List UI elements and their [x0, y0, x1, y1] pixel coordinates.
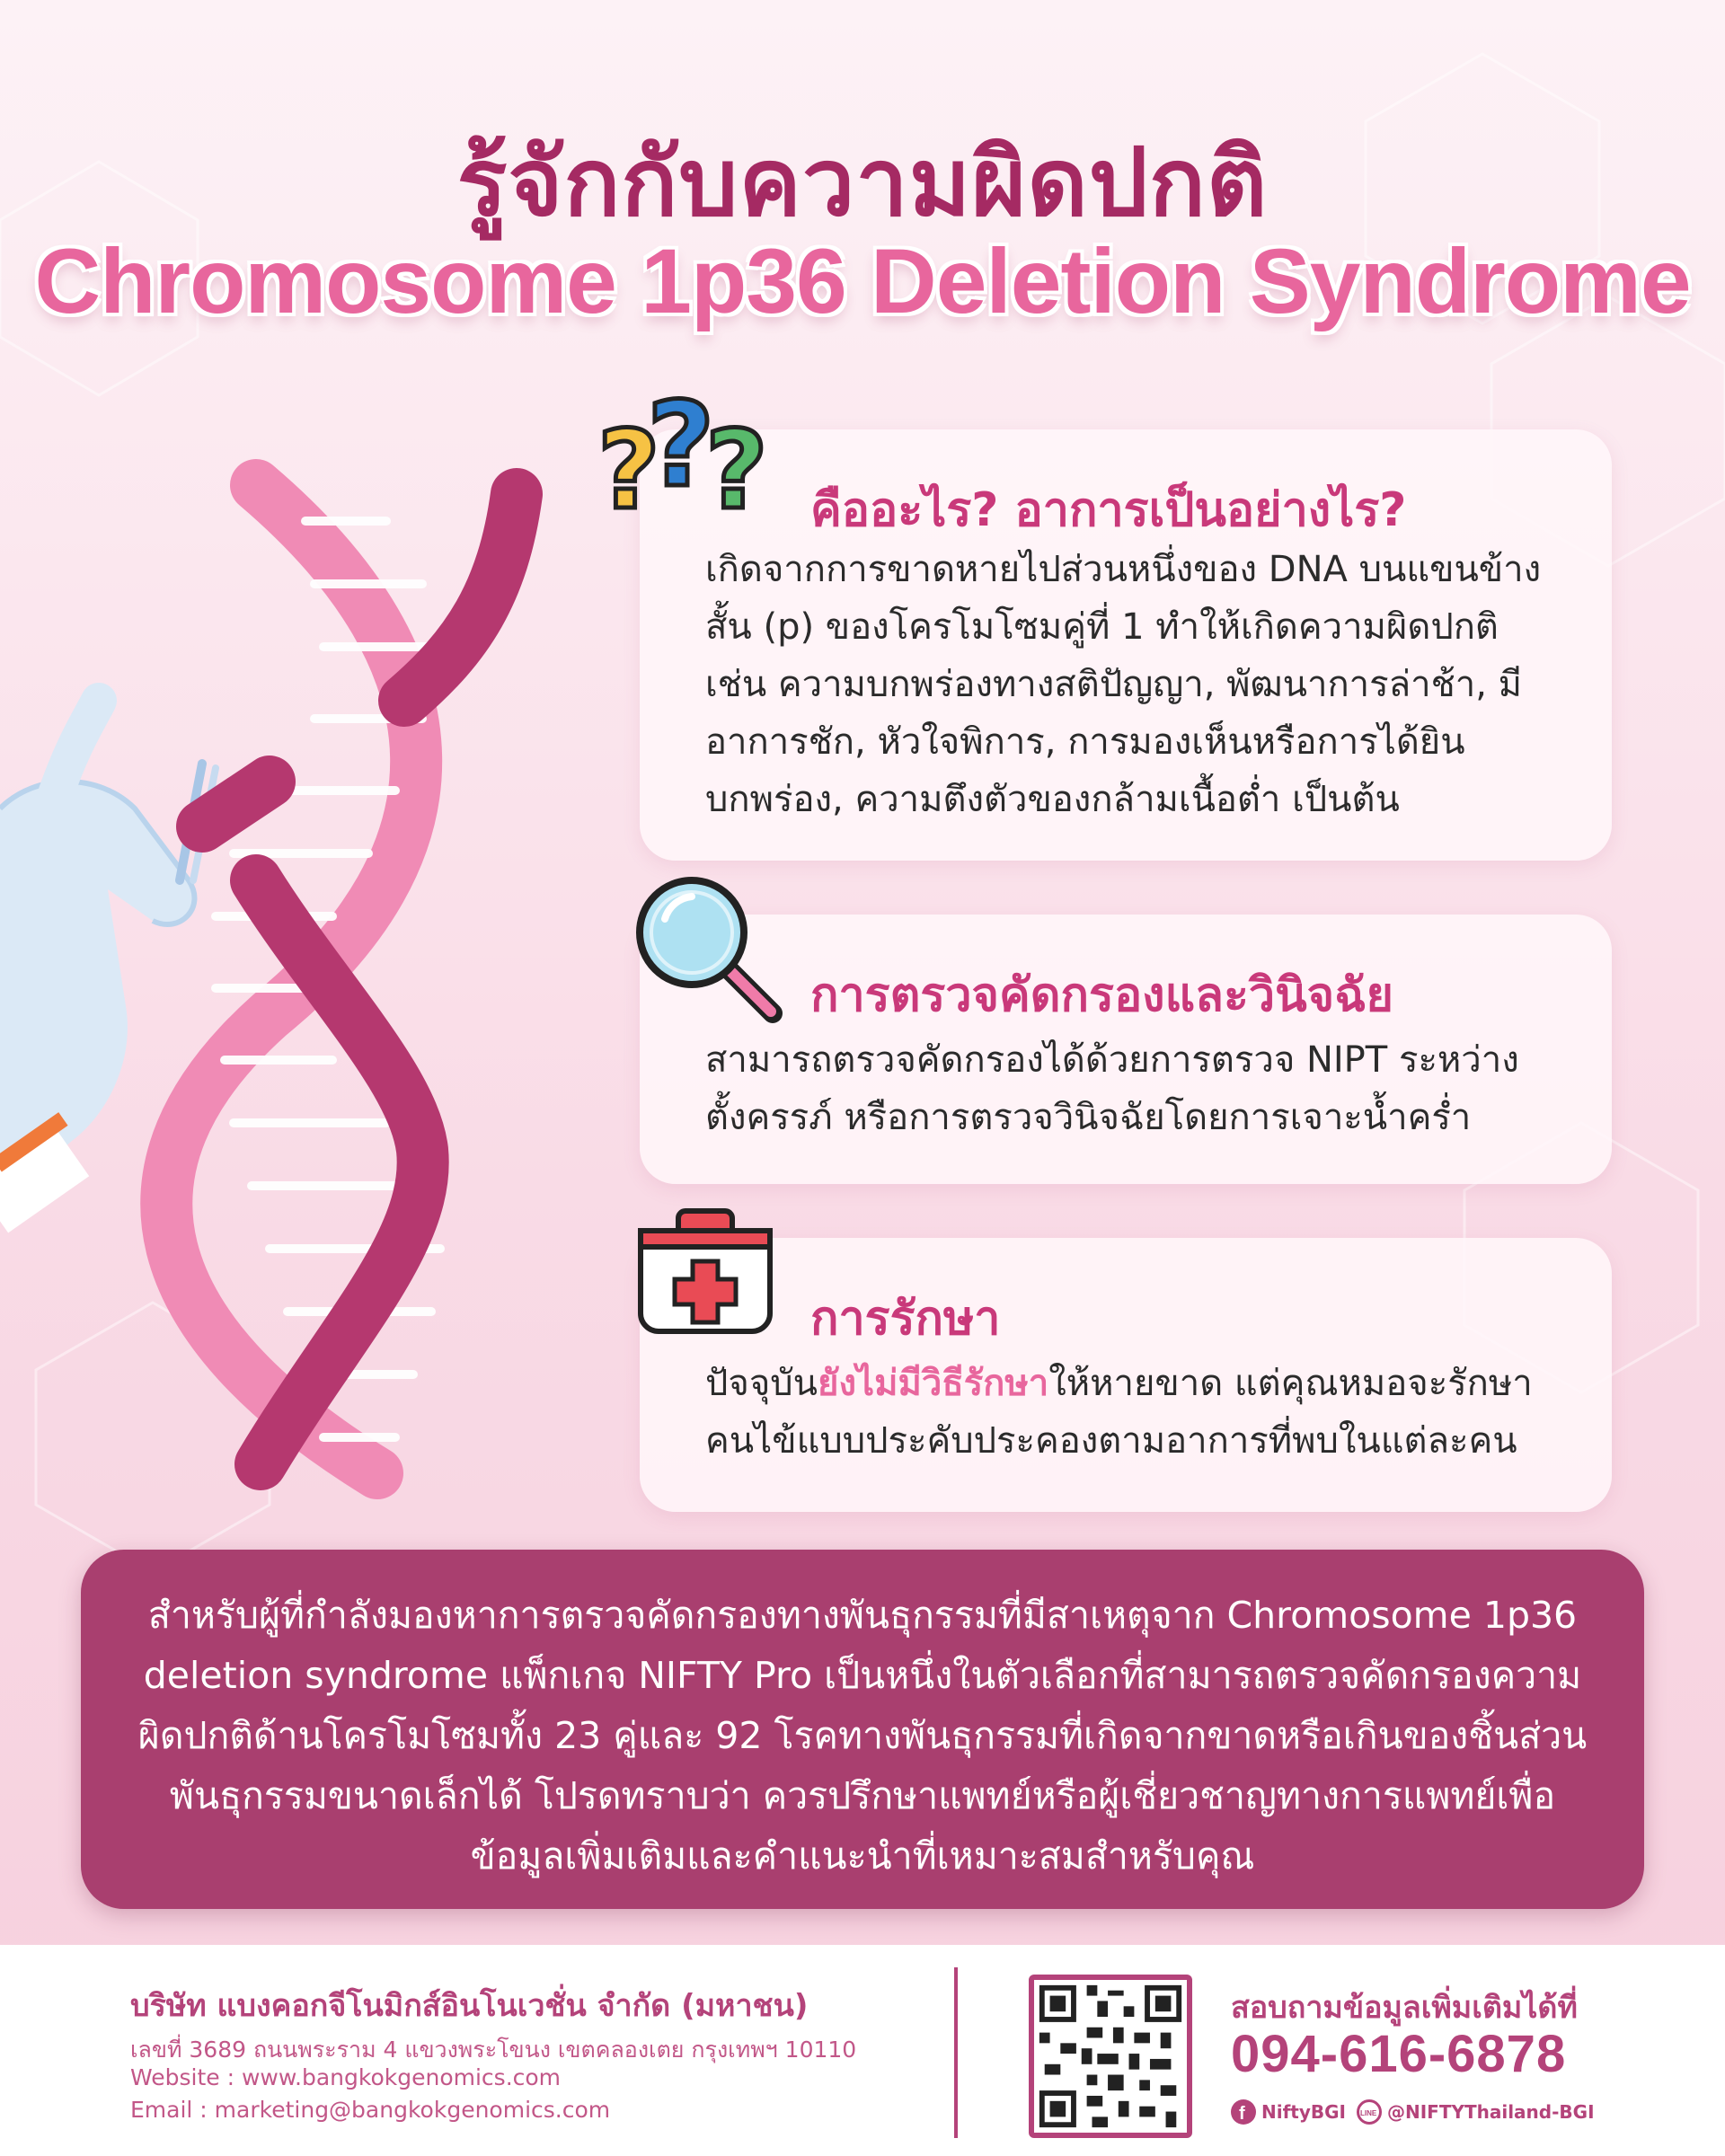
- company-website-link[interactable]: Website : www.bangkokgenomics.com: [130, 2064, 562, 2090]
- dna-illustration: [0, 431, 629, 1509]
- contact-label: สอบถามข้อมูลเพิ่มเติมได้ที่: [1231, 1990, 1578, 2026]
- section-title-treatment: การรักษา: [810, 1292, 1001, 1346]
- line-icon: [1357, 2099, 1382, 2125]
- treatment-highlight: ยังไม่มีวิธีรักษา: [818, 1363, 1049, 1404]
- company-name: บริษัท แบงคอกจีโนมิกส์อินโนเวชั่น จำกัด (มหาชน): [130, 1988, 809, 2024]
- section-body-treatment: [705, 1355, 1559, 1470]
- footer: [0, 1945, 1725, 2156]
- section-title-what-is-it: คืออะไร? อาการเป็นอย่างไร?: [810, 483, 1407, 537]
- section-body-what-is-it: เกิดจากการขาดหายไปส่วนหนึ่งของ DNA บนแขนข้าง สั้น (p) ของโครโมโซมคู่ที่ 1 ทำให้เกิดความผิดปกติ เช่น ความบกพร่องทางสติปัญญา, พัฒนาการล่าช้า, มีอาการชัก, หัวใจพิการ, การมองเห็นหรือการได้ยิน บกพร่อง, ความตึงตัวของกล้ามเนื้อต่ำ เป็นต้น: [705, 549, 1542, 820]
- svg-text:?: ?: [647, 382, 715, 513]
- treatment-text-pre: ปัจจุบัน: [705, 1363, 818, 1404]
- company-address: เลขที่ 3689 ถนนพระราม 4 แขวงพระโขนง เขตคลองเตย กรุงเทพฯ 10110: [130, 2037, 857, 2063]
- first-aid-kit-icon: [633, 1206, 777, 1340]
- page-title-thai: รู้จักกับความผิดปกติ: [456, 128, 1269, 237]
- company-email-link[interactable]: Email : marketing@bangkokgenomics.com: [130, 2097, 611, 2123]
- footer-divider: [954, 1967, 958, 2138]
- question-marks-icon: [588, 382, 791, 539]
- svg-text:f: f: [1239, 2104, 1245, 2124]
- facebook-handle: NiftyBGI: [1261, 2101, 1346, 2123]
- section-body-screening: สามารถตรวจคัดกรองได้ด้วยการตรวจ NIPT ระหว่าง ตั้งครรภ์ หรือการตรวจวินิจฉัยโดยการเจาะน้ำคร่ำ: [705, 1039, 1519, 1138]
- section-title-screening: การตรวจคัดกรองและวินิจฉัย: [810, 968, 1393, 1022]
- treatment-text-post: ให้หายขาด แต่คุณหมอจะรักษา คนไข้แบบประคับประคองตามอาการที่พบในแต่ละคน: [705, 1363, 1533, 1462]
- facebook-link[interactable]: [1231, 2099, 1346, 2125]
- banner-text: สำหรับผู้ที่กำลังมองหาการตรวจคัดกรองทางพันธุกรรมที่มีสาเหตุจาก Chromosome 1p36 deletion syndrome แพ็กเกจ NIFTY Pro เป็นหนึ่งในตัวเลือกที่สามารถตรวจคัดกรองความผิดปกติด้านโครโมโซมทั้ง 23 คู่และ 92 โรคทางพันธุกรรมที่เกิดจากขาดหรือเกินของชิ้นส่วนพันธุกรรมขนาดเล็กได้ โปรดทราบว่า ควรปรึกษาแพทย์หรือผู้เชี่ยวชาญทางการแพทย์เพื่อข้อมูลเพิ่มเติมและคำแนะนำที่เหมาะสมสำหรับคุณ: [137, 1594, 1588, 1878]
- svg-text:?: ?: [705, 409, 768, 534]
- nifty-pro-banner: [81, 1550, 1644, 1909]
- facebook-icon: [1231, 2099, 1256, 2125]
- svg-text:?: ?: [597, 409, 660, 534]
- qr-code-icon[interactable]: [1029, 1975, 1192, 2138]
- page-title-english: Chromosome 1p36 Deletion Syndrome: [34, 230, 1691, 332]
- magnifier-icon: [629, 870, 791, 1031]
- line-link[interactable]: [1357, 2099, 1595, 2125]
- svg-text:LINE: LINE: [1360, 2109, 1377, 2117]
- phone-number-link[interactable]: 094-616-6878: [1231, 2025, 1567, 2083]
- line-handle: @NIFTYThailand-BGI: [1387, 2101, 1595, 2123]
